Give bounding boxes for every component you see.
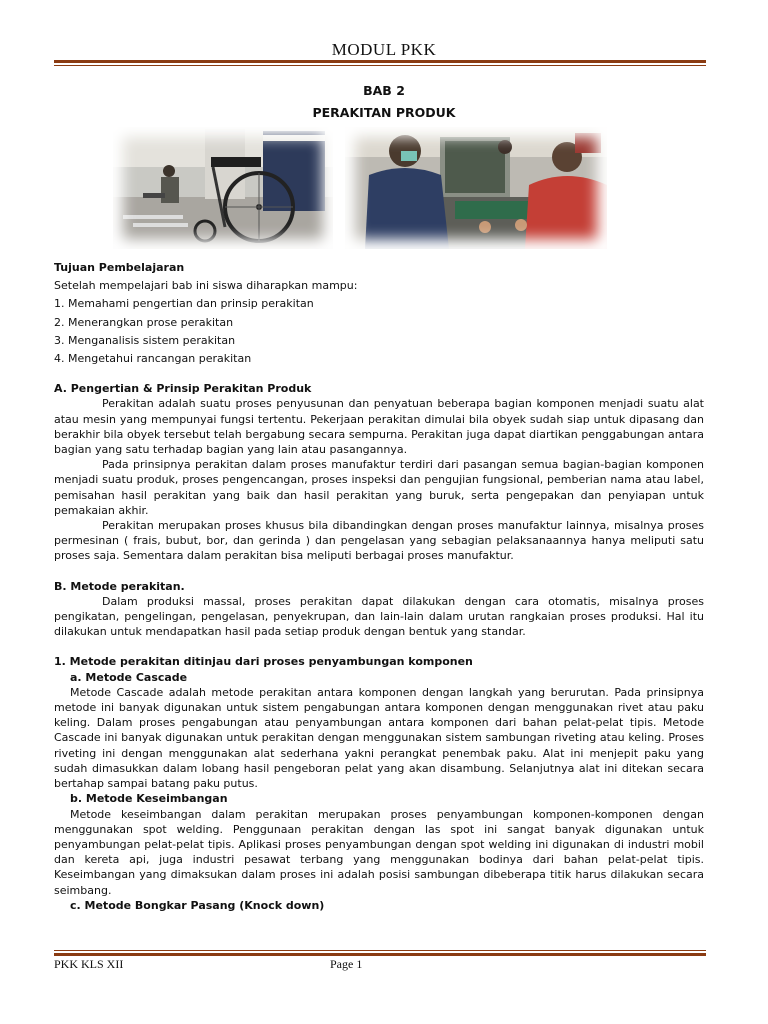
section-a-paragraph: Perakitan adalah suatu proses penyusunan dan penyatuan beberapa bagian komponen menjadi suatu alat atau mesin yang mempunyai fungsi tertentu. Pekerjaan perakitan dimulai bila obyek sudah siap untuk dipasang dan berakhir bila obyek tersebut telah bergabung secara sempurna. Perakitan juga dapat diartikan penggabungan antara bagian yang satu terhadap bagian yang lain atau pasangannya. — [54, 397, 704, 457]
module-title: MODUL PKK — [331, 40, 437, 59]
footer-rule — [54, 950, 706, 956]
chapter-title: PERAKITAN PRODUK — [312, 105, 456, 120]
section-a-paragraph: Pada prinsipnya perakitan dalam proses manufaktur terdiri dari pasangan semua bagian-bagian komponen menjadi suatu produk, proses pengencangan, proses inspeksi dan pengujian fungsional, pemberian nama atau label, pemisahan hasil perakitan yang baik dan hasil perakitan yang buruk, serta pengepakan dan penyiapan untuk pemakaian akhir. — [54, 458, 704, 517]
section-a-paragraph: Perakitan merupakan proses khusus bila dibandingkan dengan proses manufaktur lainnya, misalnya proses permesinan ( frais, bubut, bor, dan gerinda ) dan pengelasan yang sebagian pelaksanaannya hanya meliputi satu proses saja. Sementara dalam perakitan bisa meliputi berbagai proses manufaktur. — [54, 519, 704, 563]
method-heading: 1. Metode perakitan ditinjau dari proses penyambungan komponen — [54, 655, 473, 669]
knockdown-heading: c. Metode Bongkar Pasang (Knock down) — [70, 898, 325, 912]
balance-paragraph: Metode keseimbangan dalam perakitan merupakan proses penyambungan komponen-komponen dengan menggunakan spot welding. Penggunaan perakitan dengan las spot ini sangat banyak digunakan untuk penyambungan pelat-pelat tipis. Aplikasi proses penyambungan dengan spot welding ini digunakan di industri mobil dan kereta api, juga industri pesawat terbang yang menggunakan bodinya dari bahan pelat-pelat tipis. Keseimbangan yang dimaksukan dalam proses ini adalah posisi sambungan dibeberapa titik harus dilakukan secara seimbang. — [54, 807, 704, 897]
header-rule — [54, 60, 706, 66]
chapter-number: BAB 2 — [363, 83, 405, 98]
objective-item: 1. Memahami pengertian dan prinsip perakitan — [54, 297, 314, 311]
wheelchair-assembly-photo — [113, 127, 333, 249]
objective-item: 4. Mengetahui rancangan perakitan — [54, 352, 252, 366]
section-b-heading: B. Metode perakitan. — [54, 579, 185, 593]
objective-item: 2. Menerangkan prose perakitan — [54, 315, 234, 329]
section-a-heading: A. Pengertian & Prinsip Perakitan Produk — [54, 382, 312, 396]
students-assembly-photo — [345, 127, 607, 249]
objectives-heading: Tujuan Pembelajaran — [54, 261, 185, 274]
cascade-heading: a. Metode Cascade — [70, 670, 188, 684]
balance-heading: b. Metode Keseimbangan — [70, 792, 228, 806]
document-body — [54, 260, 704, 913]
objective-item: 3. Menganalisis sistem perakitan — [54, 333, 236, 347]
page-number: Page 1 — [330, 957, 363, 971]
objectives-intro: Setelah mempelajari bab ini siswa diharapkan mampu: — [54, 279, 358, 293]
cascade-paragraph: Metode Cascade adalah metode perakitan antara komponen dengan langkah yang berurutan. Pada prinsipnya metode ini banyak digunakan untuk sistem pengabungan antara komponen dengan menggunakan rivet atau paku keling. Dalam proses pengabungan atau penyambungan antara komponen dari bahan pelat-pelat tipis. Metode Cascade ini banyak digunakan untuk perakitan dengan menggunakan sistem sambungan riveting atau keling. Proses riveting ini dengan menggunakan alat sederhana yakni perangkat penembak paku. Alat ini menjepit paku yang sudah dimasukkan dalam lobang hasil pengeboran pelat yang akan disambung. Selanjutnya alat ini ditekan secara bertahap sampai batang paku putus. — [54, 685, 704, 791]
footer-class-label: PKK KLS XII — [54, 957, 124, 971]
section-b-paragraph: Dalam produksi massal, proses perakitan dapat dilakukan dengan cara otomatis, misalnya proses pengikatan, pengelingan, pengelasan, penyekrupan, dan lain-lain dalam urutan rangkaian proses produksi. Hal itu dilakukan untuk mendapatkan hasil pada setiap produk dengan bentuk yang standar. — [54, 594, 704, 639]
